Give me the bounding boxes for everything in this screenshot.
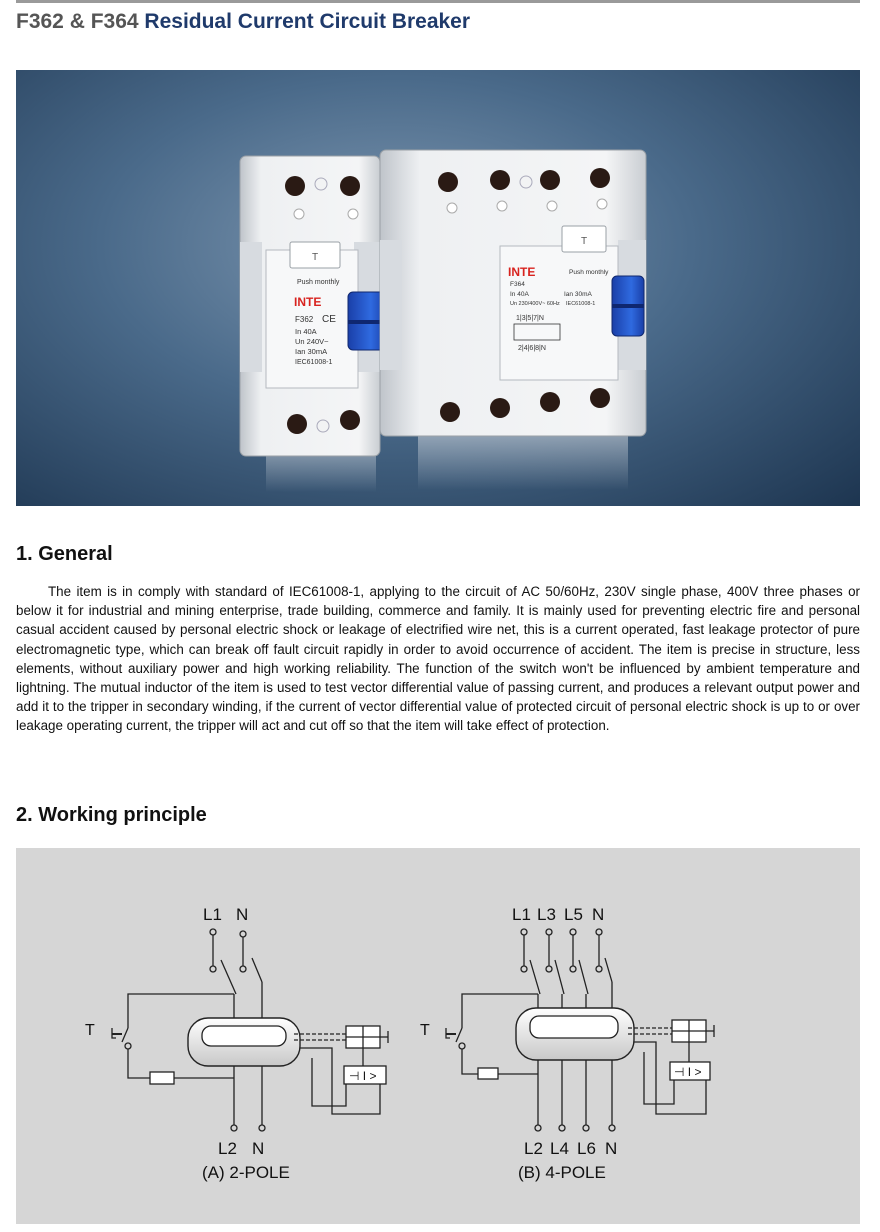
small-model-label: F362 bbox=[295, 315, 314, 324]
section-general-heading: 1. General bbox=[16, 543, 113, 565]
large-test-button-label: T bbox=[580, 236, 588, 247]
caption-a: (A) 2-POLE bbox=[202, 1163, 290, 1182]
small-sensitivity: Ian 30mA bbox=[295, 347, 328, 356]
small-ce-mark: CE bbox=[322, 314, 336, 325]
large-brand-logo: INTE bbox=[508, 265, 536, 279]
large-standard: IEC61008-1 bbox=[566, 301, 596, 307]
label-b-top-3: L5 bbox=[564, 905, 583, 924]
small-device bbox=[240, 156, 386, 456]
label-a-bottom-2: N bbox=[252, 1139, 265, 1158]
product-photo bbox=[16, 70, 860, 506]
wiring-diagram bbox=[16, 848, 860, 1224]
caption-b: (B) 4-POLE bbox=[518, 1163, 606, 1182]
page-title bbox=[16, 10, 470, 34]
small-test-button-label: T bbox=[311, 252, 319, 263]
small-rating: In 40A bbox=[295, 327, 317, 336]
large-device bbox=[380, 150, 646, 436]
large-terminals-bottom: 2|4|6|8|N bbox=[518, 345, 546, 352]
general-paragraph bbox=[16, 582, 860, 736]
small-standard: IEC61008-1 bbox=[295, 359, 333, 366]
small-voltage: Un 240V~ bbox=[295, 337, 329, 346]
diagram-4-pole bbox=[420, 905, 714, 1182]
label-b-top-4: N bbox=[592, 905, 605, 924]
label-b-bottom-3: L6 bbox=[577, 1139, 596, 1158]
large-model-label: F364 bbox=[510, 281, 525, 288]
label-b-top-2: L3 bbox=[537, 905, 556, 924]
large-sensitivity: Ian 30mA bbox=[564, 291, 592, 298]
label-a-test: T bbox=[85, 1022, 95, 1039]
large-terminals-top: 1|3|5|7|N bbox=[516, 315, 544, 322]
label-b-bottom-2: L4 bbox=[550, 1139, 569, 1158]
label-b-bottom-4: N bbox=[605, 1139, 618, 1158]
section-working-principle-heading: 2. Working principle bbox=[16, 804, 207, 826]
diagram-2-pole bbox=[85, 905, 388, 1182]
general-text: The item is in comply with standard of IEC61008-1, applying to the circuit of AC 50/60Hz, 230V single phase, 400V three phases or below it for industrial and mining enterprise, trade building, commerce and family. It is mainly used for preventing electric fire and personal casual accident caused by personal electric shock or leakage of electrified wire net, this is a current operated, fast leakage protector of pure electromagnetic type, which can break off fault circuit rapidly in order to avoid occurrence of accident. The item is precise in structure, less elements, without auxiliary power and high working reliability. The function of the switch won't be influenced by ambient temperature and lightning. The mutual inductor of the item is used to test vector differential value of passing current, and produces a relevant output power and add it to the tripper in secondary winding, if the current of vector differential value of protected circuit of personal electric shock is up to or over leakage operating current, the tripper will act and cut off so that the item will take effect of protection. bbox=[16, 584, 860, 734]
label-a-top-2: N bbox=[236, 905, 249, 924]
label-b-bottom-1: L2 bbox=[524, 1139, 543, 1158]
label-a-trip: ⊣ I > bbox=[349, 1069, 377, 1083]
label-b-test: T bbox=[420, 1022, 430, 1039]
label-b-top-1: L1 bbox=[512, 905, 531, 924]
label-b-trip: ⊣ I > bbox=[674, 1065, 702, 1079]
large-push-label: Push monthly bbox=[569, 269, 609, 276]
small-push-label: Push monthly bbox=[297, 279, 340, 286]
large-device-reflection bbox=[418, 430, 628, 490]
top-rule bbox=[16, 0, 860, 3]
title-model: F362 & F364 bbox=[16, 10, 139, 33]
label-a-top-1: L1 bbox=[203, 905, 222, 924]
title-name: Residual Current Circuit Breaker bbox=[144, 10, 471, 33]
large-rating: In 40A bbox=[510, 291, 529, 298]
label-a-bottom-1: L2 bbox=[218, 1139, 237, 1158]
large-voltage: Un 230/400V~ 60Hz bbox=[510, 301, 560, 307]
small-brand-logo: INTE bbox=[294, 295, 322, 309]
